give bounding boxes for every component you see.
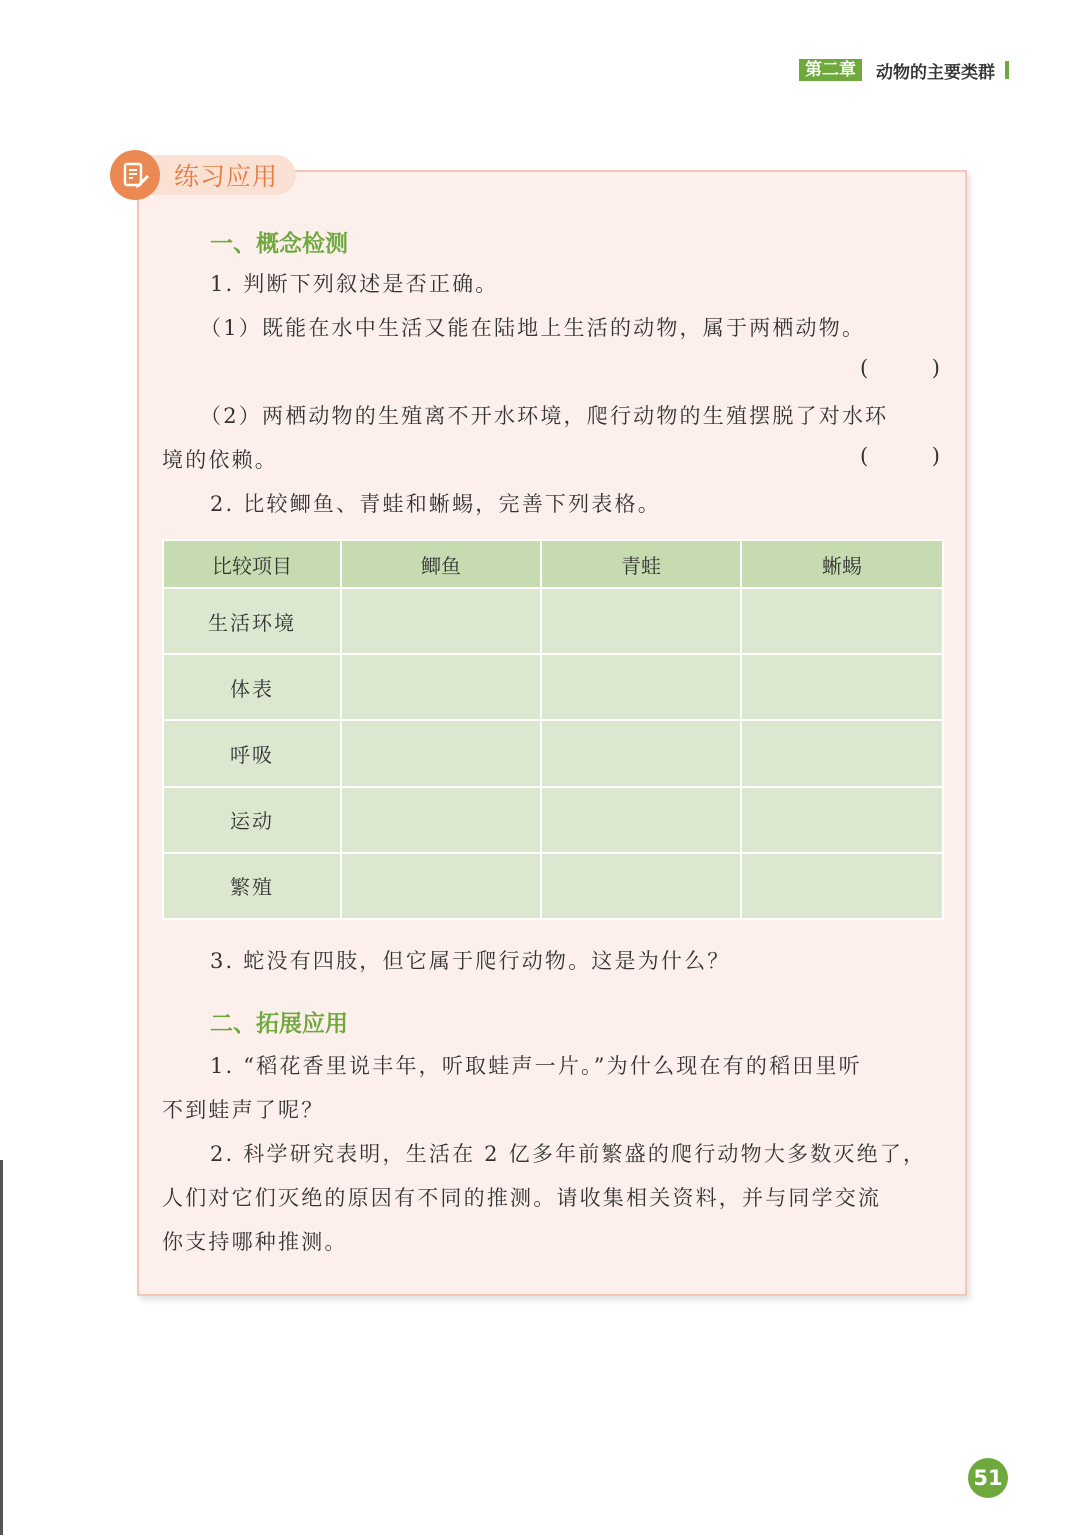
table-row	[163, 654, 943, 720]
paren-close: )	[931, 356, 940, 380]
table-row	[163, 720, 943, 786]
section-label: 练习应用	[146, 155, 296, 195]
answer-cell[interactable]	[341, 720, 541, 786]
row-label: 呼吸	[163, 720, 341, 786]
row-label: 繁殖	[163, 853, 341, 919]
question-1: 1. 判断下列叙述是否正确。	[210, 272, 499, 296]
page-edge	[0, 1160, 3, 1535]
answer-cell[interactable]	[741, 588, 943, 654]
answer-cell[interactable]	[341, 588, 541, 654]
answer-cell[interactable]	[541, 720, 741, 786]
question-3: 3. 蛇没有四肢，但它属于爬行动物。这是为什么？	[210, 949, 731, 973]
answer-paren-1	[860, 356, 940, 380]
answer-cell[interactable]	[741, 787, 943, 853]
part1-heading: 一、概念检测	[210, 231, 348, 257]
comparison-table	[162, 539, 944, 920]
answer-cell[interactable]	[541, 588, 741, 654]
table-header-row	[163, 540, 943, 588]
worksheet-pencil-icon	[110, 150, 160, 200]
chapter-title: 动物的主要类群	[876, 62, 995, 83]
question-2: 2. 比较鲫鱼、青蛙和蜥蜴，完善下列表格。	[210, 492, 661, 516]
extension-1-line2: 不到蛙声了呢？	[162, 1098, 325, 1122]
question-1-1: （1）既能在水中生活又能在陆地上生活的动物，属于两栖动物。	[200, 316, 866, 340]
question-1-2-line2: 境的依赖。	[162, 448, 278, 472]
extension-2-line3: 你支持哪种推测。	[162, 1230, 348, 1254]
table-header: 青蛙	[541, 540, 741, 588]
paren-close: )	[931, 444, 940, 468]
header-bar	[1005, 61, 1009, 79]
table-row	[163, 588, 943, 654]
table-row	[163, 853, 943, 919]
paren-open: (	[860, 444, 869, 468]
table-header: 鲫鱼	[341, 540, 541, 588]
answer-paren-2	[860, 444, 940, 468]
answer-cell[interactable]	[541, 787, 741, 853]
section-badge	[110, 150, 296, 200]
chapter-tag: 第二章	[799, 59, 862, 81]
answer-cell[interactable]	[341, 654, 541, 720]
answer-cell[interactable]	[741, 853, 943, 919]
row-label: 运动	[163, 787, 341, 853]
question-1-2-line1: （2）两栖动物的生殖离不开水环境，爬行动物的生殖摆脱了对水环	[200, 404, 889, 428]
table-header: 比较项目	[163, 540, 341, 588]
answer-cell[interactable]	[541, 654, 741, 720]
answer-cell[interactable]	[341, 787, 541, 853]
extension-1-line1: 1. “稻花香里说丰年，听取蛙声一片。”为什么现在有的稻田里听	[210, 1054, 862, 1078]
extension-2-line1: 2. 科学研究表明，生活在 2 亿多年前繁盛的爬行动物大多数灭绝了，	[210, 1142, 927, 1166]
table-row	[163, 787, 943, 853]
running-header	[799, 58, 1009, 82]
page-number: 51	[968, 1458, 1008, 1498]
row-label: 生活环境	[163, 588, 341, 654]
paren-open: (	[860, 356, 869, 380]
table-header: 蜥蜴	[741, 540, 943, 588]
answer-cell[interactable]	[741, 720, 943, 786]
answer-cell[interactable]	[341, 853, 541, 919]
row-label: 体表	[163, 654, 341, 720]
part2-heading: 二、拓展应用	[210, 1011, 348, 1037]
answer-cell[interactable]	[541, 853, 741, 919]
extension-2-line2: 人们对它们灭绝的原因有不同的推测。请收集相关资料，并与同学交流	[162, 1186, 882, 1210]
answer-cell[interactable]	[741, 654, 943, 720]
